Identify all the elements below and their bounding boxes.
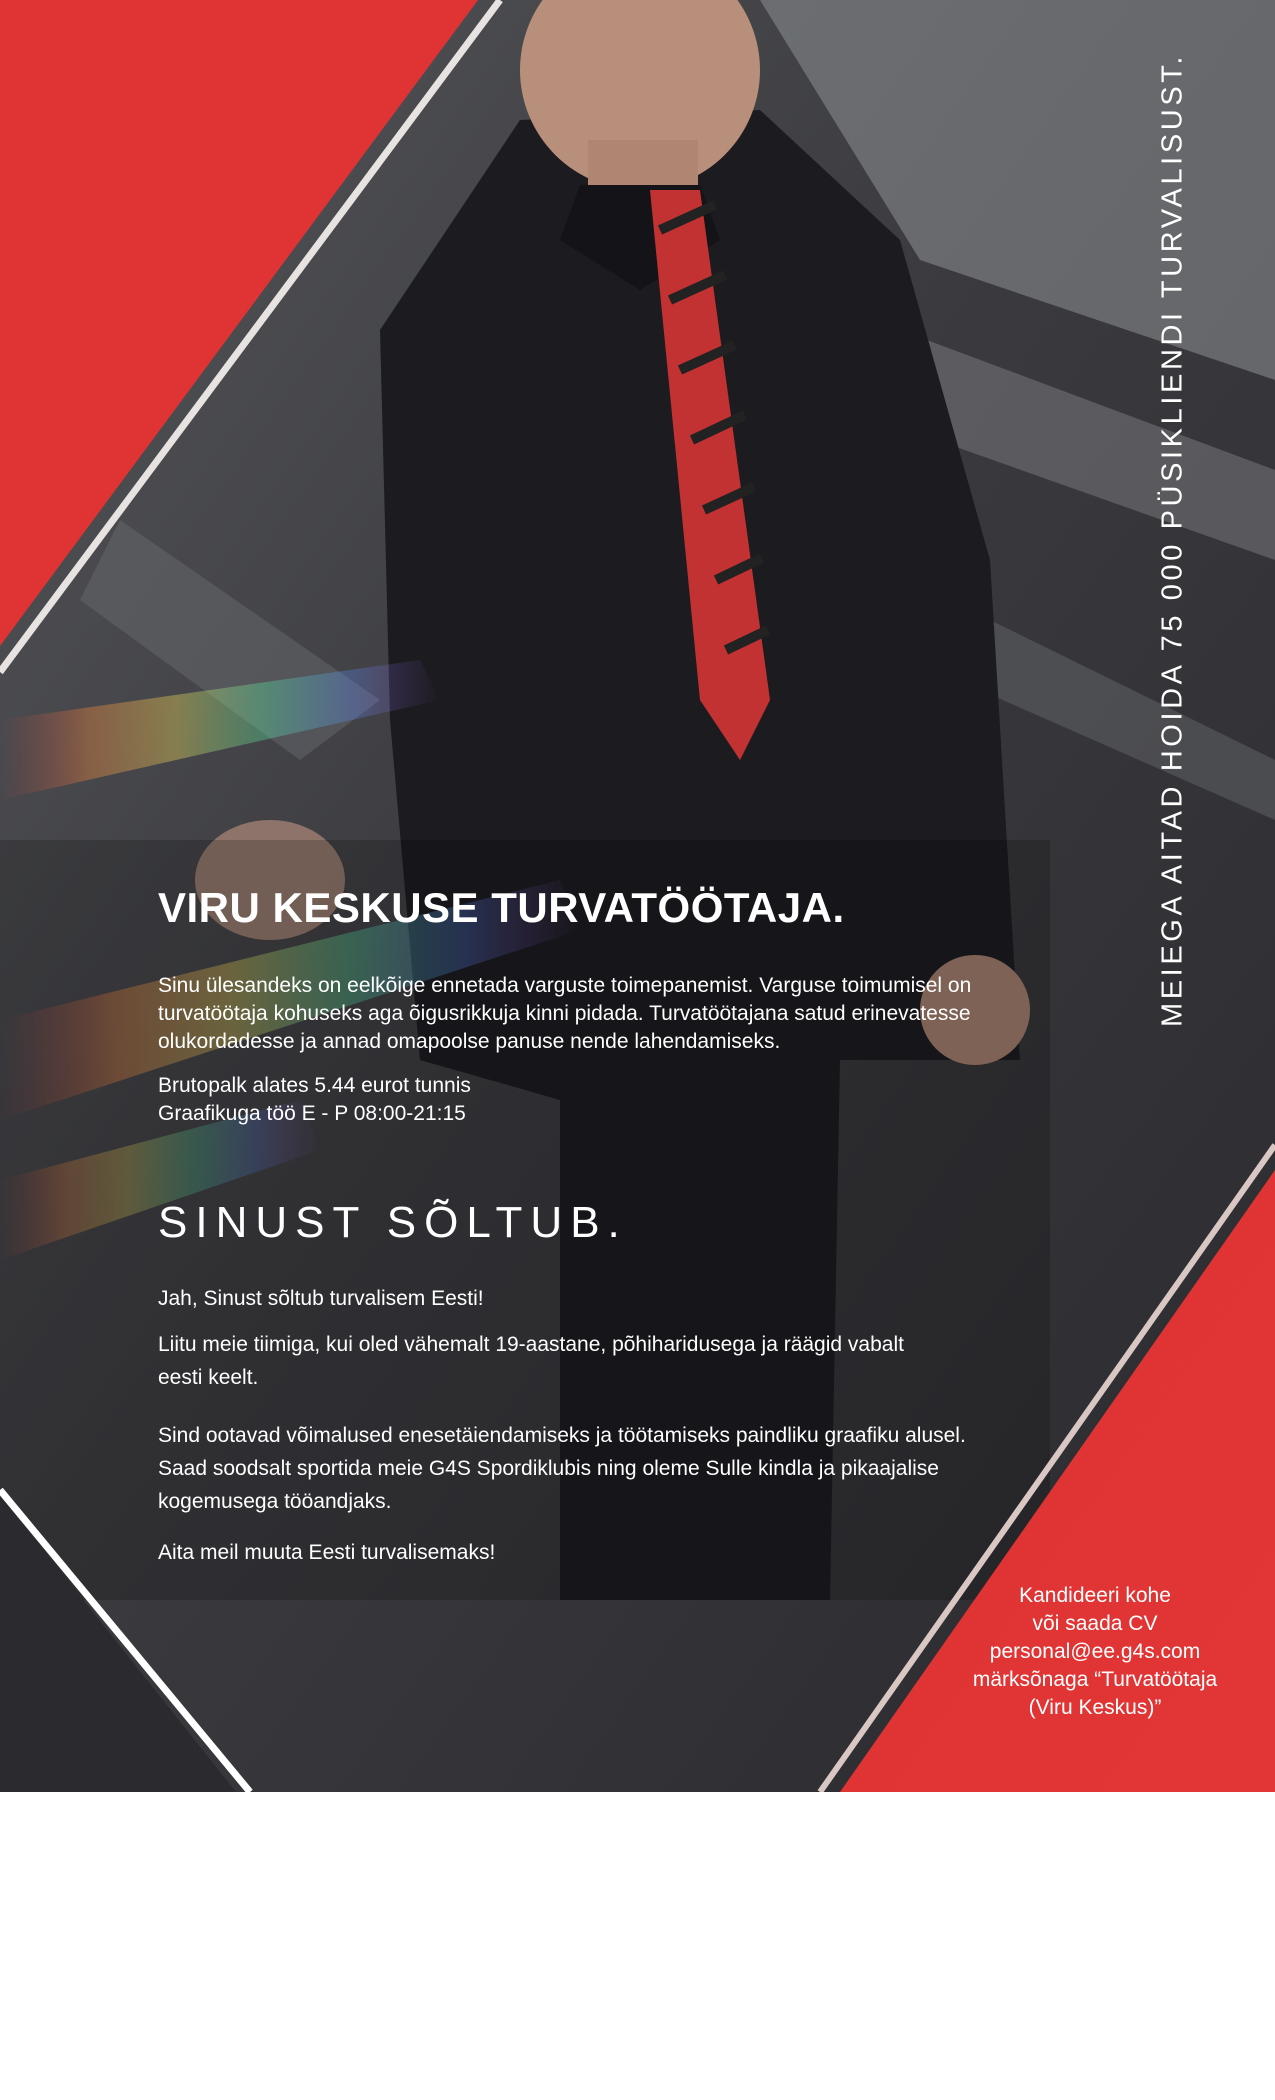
salary-text: Brutopalk alates 5.44 eurot tunnis [158,1074,471,1097]
apply-line-2: või saada CV [1032,1612,1158,1635]
apply-email[interactable]: personal@ee.g4s.com [989,1640,1201,1663]
paragraph-2: Liitu meie tiimiga, kui oled vähemalt 19-aastane, põhiharidusega ja räägid vabalt eesti keelt. [158,1333,904,1389]
vertical-slogan: MEIEGA AITAD HOIDA 75 000 PÜSIKLIENDI TURVALISUST. [1156,52,1189,1028]
paragraph-4: Aita meil muuta Eesti turvalisemaks! [158,1541,496,1564]
job-description: Sinu ülesandeks on eelkõige ennetada varguste toimepanemist. Varguse toimumisel on turvatöötaja kohuseks aga õigusrikkuja kinni pidada. Turvatöötajana satud erinevatesse olukordadesse ja annad omapoolse panuse nende lahendamiseks. [158,974,972,1053]
paragraph-3: Sind ootavad võimalused enesetäiendamiseks ja töötamiseks paindliku graafiku alusel. Saad soodsalt sportida meie G4S Spordiklubis ning oleme Sulle kindla ja pikaajalise kogemusega tööandjaks. [158,1424,966,1513]
schedule-text: Graafikuga töö E - P 08:00-21:15 [158,1102,466,1125]
apply-line-4: märksõnaga “Turvatöötaja [972,1668,1218,1691]
apply-line-5: (Viru Keskus)” [1028,1696,1162,1719]
apply-info [930,1582,1260,1722]
section-subtitle: SINUST SÕLTUB. [158,1198,628,1247]
job-title: VIRU KESKUSE TURVATÖÖTAJA. [158,884,845,931]
salary-info [158,1072,471,1128]
apply-line-1: Kandideeri kohe [1019,1584,1171,1607]
paragraph-1: Jah, Sinust sõltub turvalisem Eesti! [158,1287,484,1310]
